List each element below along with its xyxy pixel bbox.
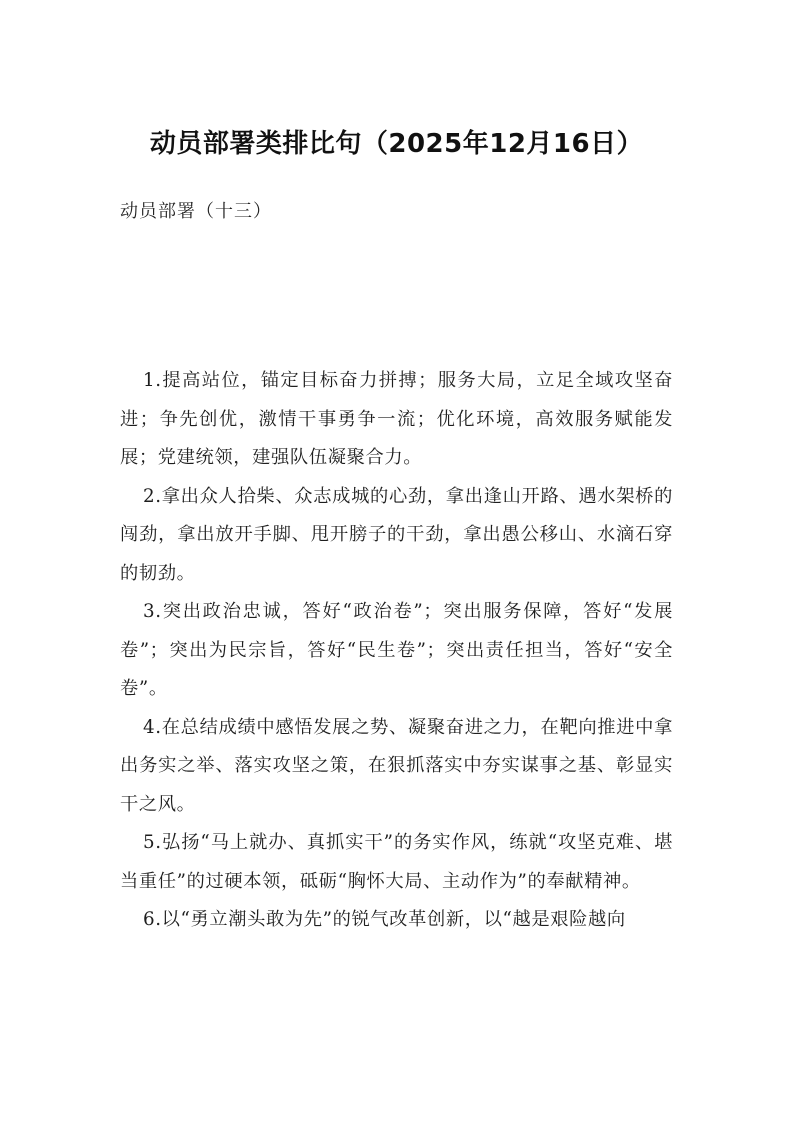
paragraph-6: 6.以“勇立潮头敢为先”的锐气改革创新，以“越是艰险越向 <box>143 909 626 930</box>
paragraph-4: 4.在总结成绩中感悟发展之势、凝聚奋进之力，在靶向推进中拿出务实之举、落实攻坚之策，在狠抓落实中夯实谋事之基、彰显实干之风。 <box>120 716 673 815</box>
paragraph-1: 1.提高站位，锚定目标奋力拼搏；服务大局，立足全域攻坚奋进；争先创优，激情干事勇争一流；优化环境，高效服务赋能发展；党建统领，建强队伍凝聚合力。 <box>120 370 673 468</box>
document-title: 动员部署类排比句（2025年12月16日） <box>149 129 644 159</box>
paragraph-3: 3.突出政治忠诚，答好“政治卷”；突出服务保障，答好“发展卷”；突出为民宗旨，答好“民生卷”；突出责任担当，答好“安全卷”。 <box>120 601 673 699</box>
document-subtitle: 动员部署（十三） <box>120 201 272 222</box>
paragraph-2: 2.拿出众人拾柴、众志成城的心劲，拿出逢山开路、遇水架桥的闯劲，拿出放开手脚、甩开膀子的干劲，拿出愚公移山、水滴石穿的韧劲。 <box>120 485 673 584</box>
paragraph-5: 5.弘扬“马上就办、真抓实干”的务实作风，练就“攻坚克难、堪当重任”的过硬本领，砥砺“胸怀大局、主动作为”的奉献精神。 <box>120 832 673 892</box>
document-body <box>120 362 673 940</box>
